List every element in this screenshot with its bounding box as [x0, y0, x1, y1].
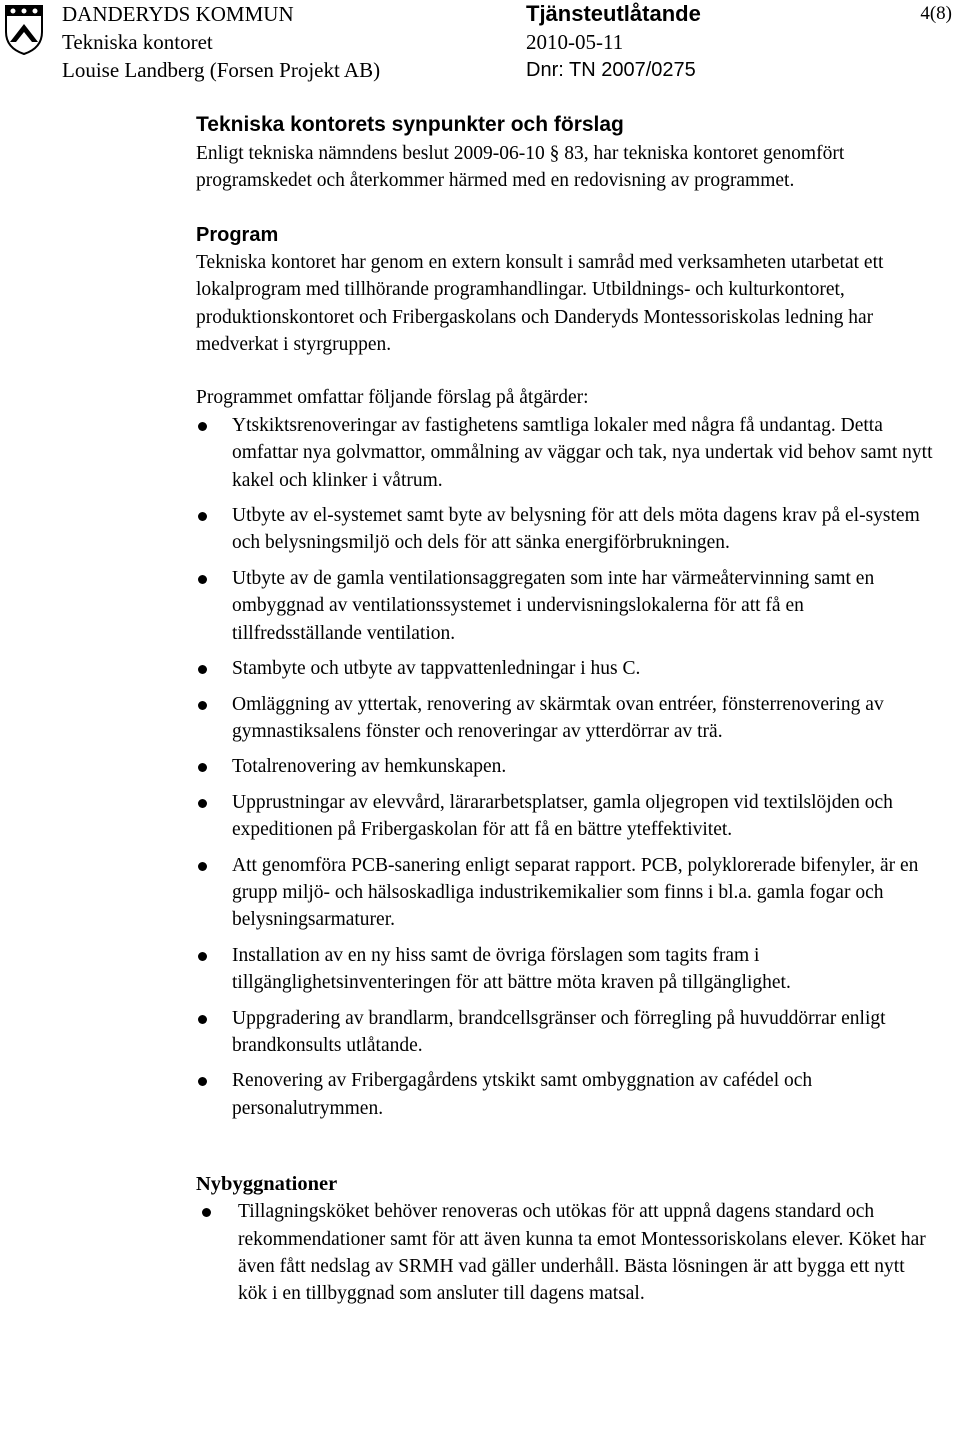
program-body: Tekniska kontoret har genom en extern konsult i samråd med verksamheten utarbetat ett lokalprogram med tillhörande programhandlingar. Utbildnings- och kulturkontoret, produktionskontoret och Fribergaskolans och Danderyds Montessoriskolas ledning har medverkat i styrgruppen.	[196, 251, 884, 356]
nybyggnationer-list	[196, 1198, 936, 1308]
program-list-intro: Programmet omfattar följande förslag på åtgärder:	[196, 387, 589, 409]
dnr-value: TN 2007/0275	[569, 59, 696, 81]
document-type: Tjänsteutlåtande	[526, 1, 701, 26]
list-item: Utbyte av el-systemet samt byte av belysning för att dels möta dagens krav på el-system och belysningsmiljö och dels för att sänka energiförbrukningen.	[196, 502, 936, 557]
bullet-icon	[202, 1208, 211, 1217]
bullet-icon	[198, 763, 207, 772]
list-item: Ytskiktsrenoveringar av fastighetens samtliga lokaler med några få undantag. Detta omfattar nya golvmattor, ommålning av väggar och tak, nya undertak vid behov samt nytt kakel och klinker i våtrum.	[196, 412, 936, 494]
bullet-icon	[198, 665, 207, 674]
section-title: Tekniska kontorets synpunkter och förslag	[196, 113, 624, 136]
bullet-icon	[198, 512, 207, 521]
bullet-icon	[198, 952, 207, 961]
section-intro: Enligt tekniska nämndens beslut 2009-06-10 § 83, har tekniska kontoret genomfört programskedet och återkommer härmed med en redovisning av programmet.	[196, 143, 845, 192]
list-item: Installation av en ny hiss samt de övriga förslagen som tagits fram i tillgänglighetsinventeringen för att bättre möta kraven på tillgänglighet.	[196, 942, 936, 997]
bullet-icon	[198, 701, 207, 710]
document-number	[526, 56, 701, 84]
list-item: Omläggning av yttertak, renovering av skärmtak ovan entréer, fönsterrenovering av gymnastiksalens fönster och renoveringar av ytterdörrar av trä.	[196, 691, 936, 746]
list-item: Renovering av Fribergagårdens ytskikt samt ombyggnation av cafédel och personalutrymmen.	[196, 1067, 936, 1122]
department-name: Tekniska kontoret	[62, 30, 213, 54]
document-date: 2010-05-11	[526, 30, 624, 54]
list-item: Upprustningar av elevvård, lärararbetsplatser, gamla oljegropen vid textilslöjden och expeditionen på Fribergaskolan för att få en bättre yteffektivitet.	[196, 789, 936, 844]
list-item: Tillagningsköket behöver renoveras och utökas för att uppnå dagens standard och rekommendationer samt för att även kunna ta emot Montessoriskolans elever. Köket har även fått nedslag av SRMH vad gäller underhåll. Bästa lösningen är att bygga ett nytt kök i en tillbyggnad som ansluter till dagens matsal.	[196, 1198, 936, 1308]
author-name: Louise Landberg (Forsen Projekt AB)	[62, 58, 381, 82]
bullet-icon	[198, 1015, 207, 1024]
nybyggnationer-title: Nybyggnationer	[196, 1173, 338, 1196]
list-item: Uppgradering av brandlarm, brandcellsgränser och förregling på huvuddörrar enligt brandkonsults utlåtande.	[196, 1005, 936, 1060]
org-name: DANDERYDS KOMMUN	[62, 2, 294, 26]
bullet-icon	[198, 799, 207, 808]
municipality-crest-logo	[2, 2, 46, 56]
bullet-icon	[198, 575, 207, 584]
list-item: Stambyte och utbyte av tappvattenledningar i hus C.	[196, 655, 936, 682]
list-item: Att genomföra PCB-sanering enligt separat rapport. PCB, polyklorerade bifenyler, är en grupp miljö- och hälsoskadliga industrikemikalier som finns i bl.a. gamla fogar och belysningsarmaturer.	[196, 852, 936, 934]
header-meta	[526, 0, 701, 84]
document-body	[196, 110, 936, 1308]
bullet-icon	[198, 1077, 207, 1086]
bullet-icon	[198, 862, 207, 871]
page-number: 4(8)	[920, 3, 952, 24]
program-measures-list	[196, 412, 936, 1122]
list-item: Totalrenovering av hemkunskapen.	[196, 753, 936, 780]
bullet-icon	[198, 422, 207, 431]
dnr-label: Dnr:	[526, 59, 564, 81]
program-title: Program	[196, 223, 279, 246]
header-left	[62, 0, 380, 84]
list-item: Utbyte av de gamla ventilationsaggregaten som inte har värmeåtervinning samt en ombyggnad av ventilationssystemet i undervisningslokalerna för att få en tillfredsställande ventilation.	[196, 565, 936, 647]
